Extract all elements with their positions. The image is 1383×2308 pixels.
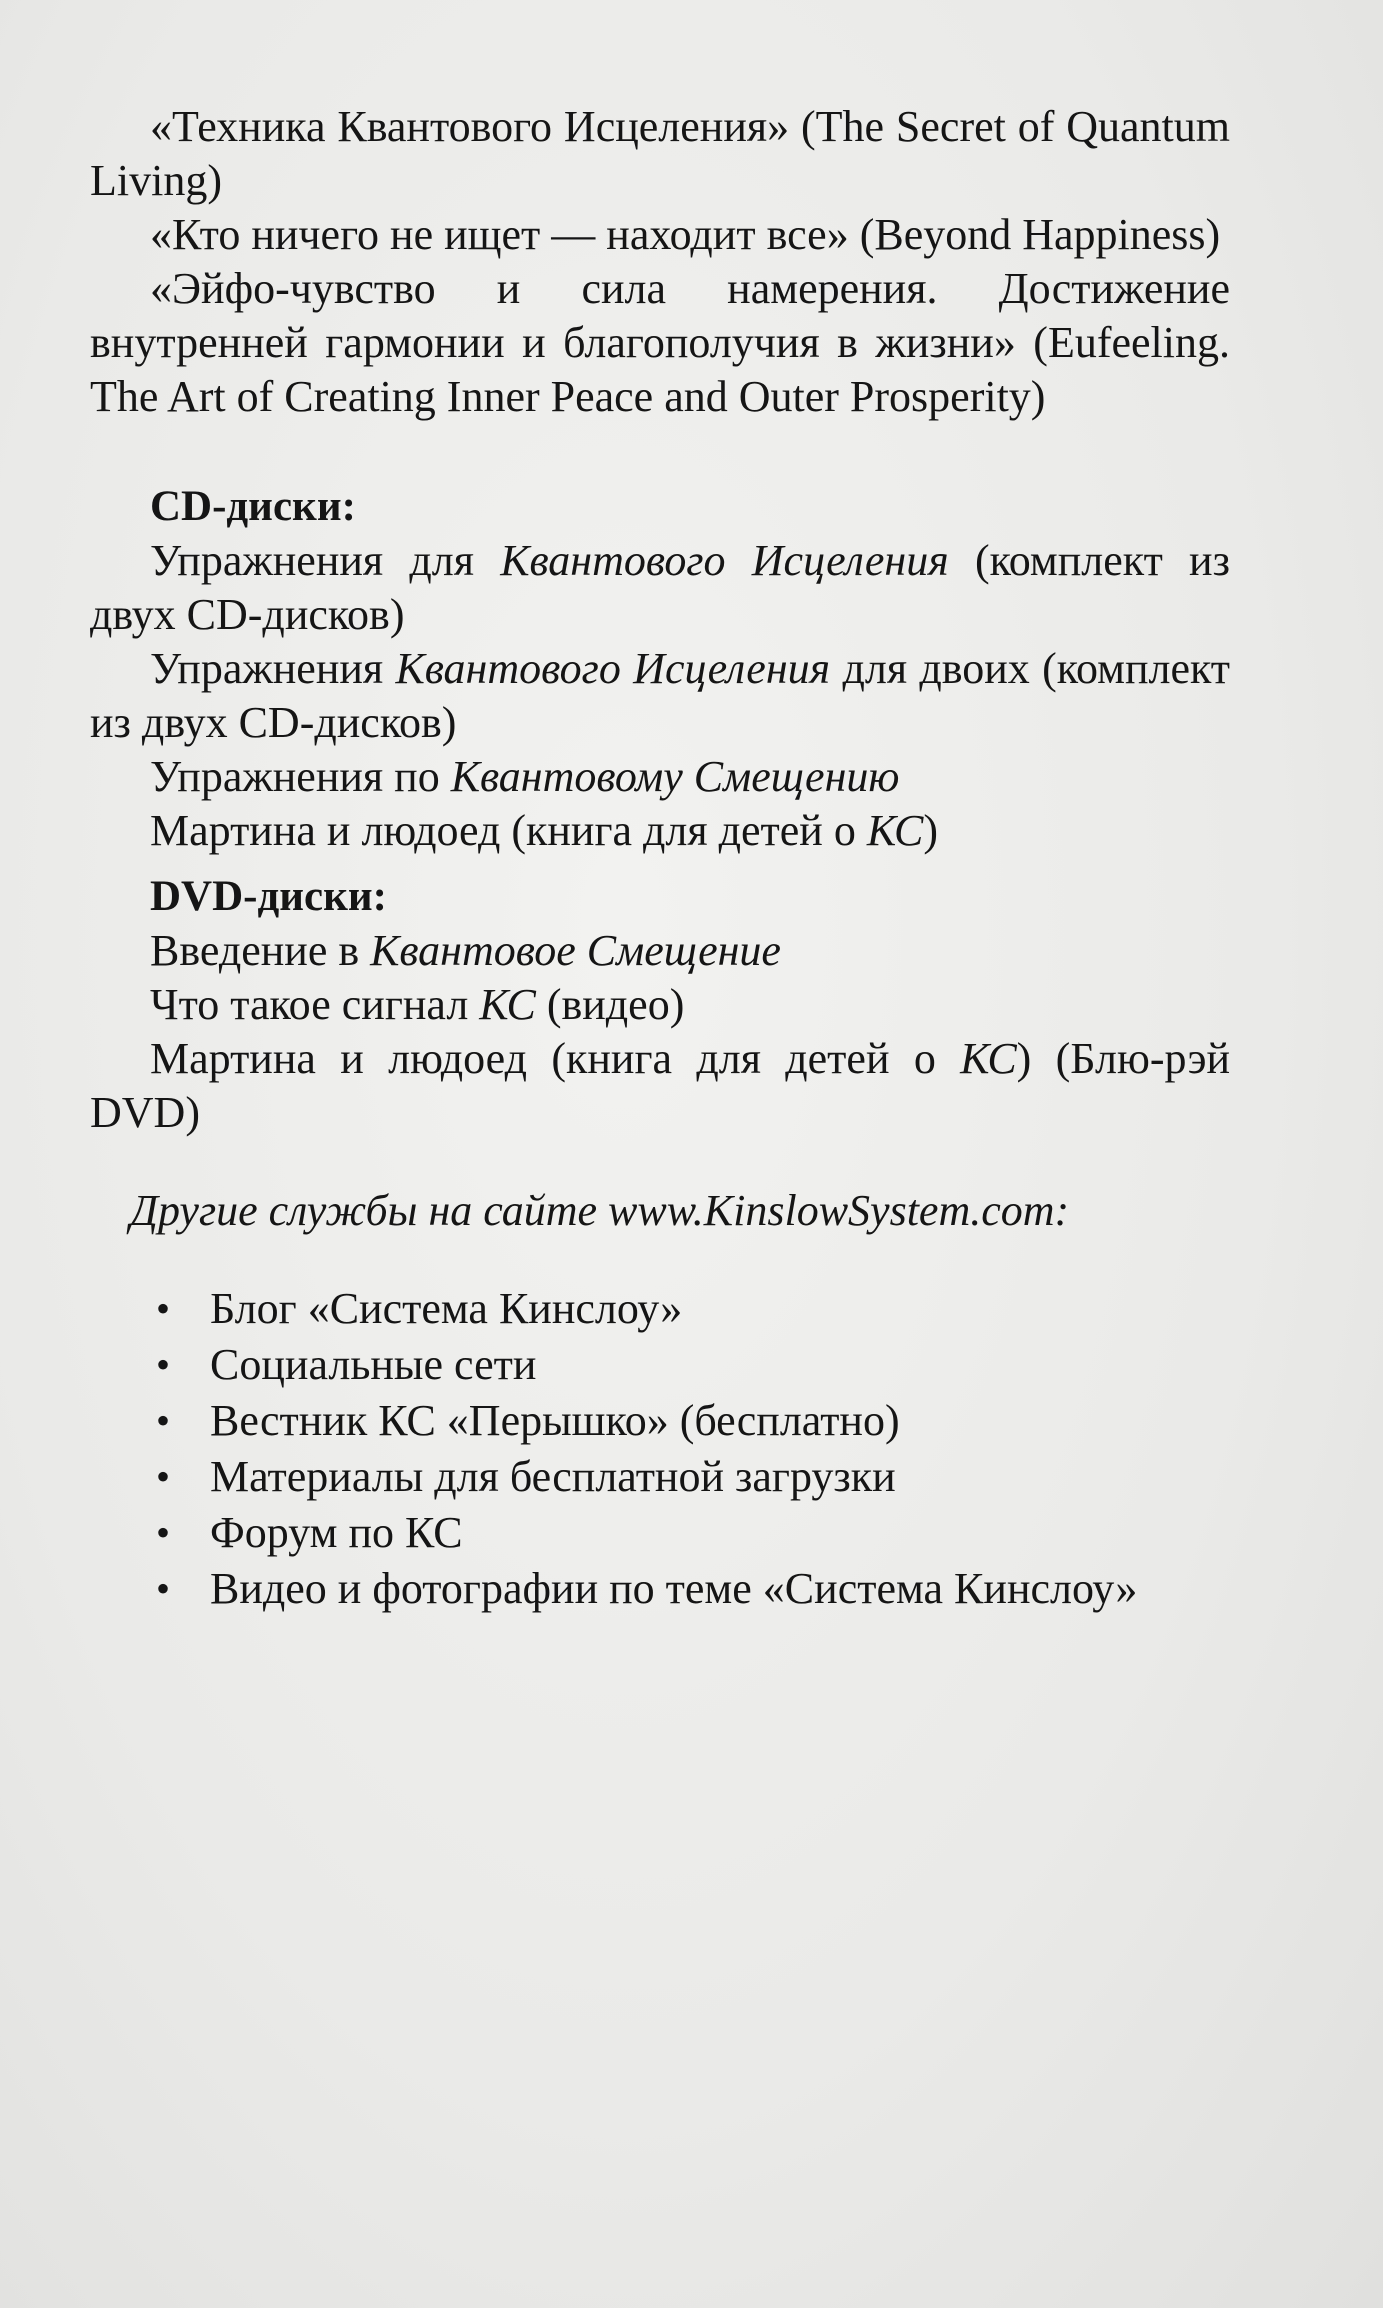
bullet-icon: • (156, 1454, 171, 1499)
bullet-icon: • (156, 1510, 171, 1555)
book-title: «Эйфо-чувство и сила намерения. Достижение внутренней гармонии и благополучия в жизни» (90, 264, 1230, 367)
list-item: • Блог «Система Кинслоу» (150, 1282, 1230, 1336)
dvd-list (90, 924, 1230, 1140)
italic-term: Квантового Исцеления (500, 536, 949, 585)
services-heading: Другие службы на сайте www.KinslowSystem.com: (130, 1186, 1070, 1235)
book-title: «Техника Квантового Исцеления» (150, 102, 790, 151)
book-title: «Кто ничего не ищет — находит все» (150, 210, 849, 259)
list-item: • Видео и фотографии по теме «Система Кинслоу» (150, 1562, 1230, 1616)
bullet-icon: • (156, 1342, 171, 1387)
cd-item: Упражнения для Квантового Исцеления (комплект из двух CD-дисков) (90, 536, 1230, 639)
dvd-heading: DVD-диски: (150, 873, 387, 920)
cd-item: Упражнения Квантового Исцеления для двоих (комплект из двух CD-дисков) (90, 644, 1231, 747)
cd-list (90, 534, 1230, 858)
book-entry (90, 262, 1230, 424)
italic-term: КС (479, 980, 536, 1029)
italic-term: Квантовому Смещению (450, 752, 900, 801)
dvd-item: Что такое сигнал КС (видео) (150, 980, 685, 1029)
cd-heading: CD-диски: (150, 483, 356, 530)
cd-item: Мартина и людоед (книга для детей о КС) (150, 806, 938, 855)
bullet-icon: • (156, 1286, 171, 1331)
book-entry (90, 208, 1230, 262)
list-item: • Вестник КС «Перышко» (бесплатно) (150, 1394, 1230, 1448)
dvd-item: Мартина и людоед (книга для детей о КС) (Блю-рэй DVD) (90, 1034, 1231, 1137)
italic-term: Квантового Исцеления (395, 644, 831, 693)
list-item: • Материалы для бесплатной загрузки (150, 1450, 1230, 1504)
bullet-icon: • (156, 1566, 171, 1611)
bullet-icon: • (156, 1398, 171, 1443)
book-original-title: (Beyond Happiness) (848, 210, 1221, 259)
list-item: • Форум по КС (150, 1506, 1230, 1560)
book-original-title: (Eufeeling. The Art of Creating Inner Peace and Outer Prosperity) (90, 318, 1230, 421)
italic-term: КС (960, 1034, 1017, 1083)
dvd-item: Введение в Квантовое Смещение (150, 926, 781, 975)
list-item: • Социальные сети (150, 1338, 1230, 1392)
page-content (90, 100, 1230, 1618)
italic-term: КС (866, 806, 924, 855)
book-entry (90, 100, 1230, 208)
services-list (90, 1282, 1230, 1616)
books-list (90, 100, 1230, 424)
cd-item: Упражнения по Квантовому Смещению (150, 752, 900, 801)
book-original-title: (The Secret of Quantum Living) (90, 102, 1230, 205)
italic-term: Квантовое Смещение (370, 926, 781, 975)
